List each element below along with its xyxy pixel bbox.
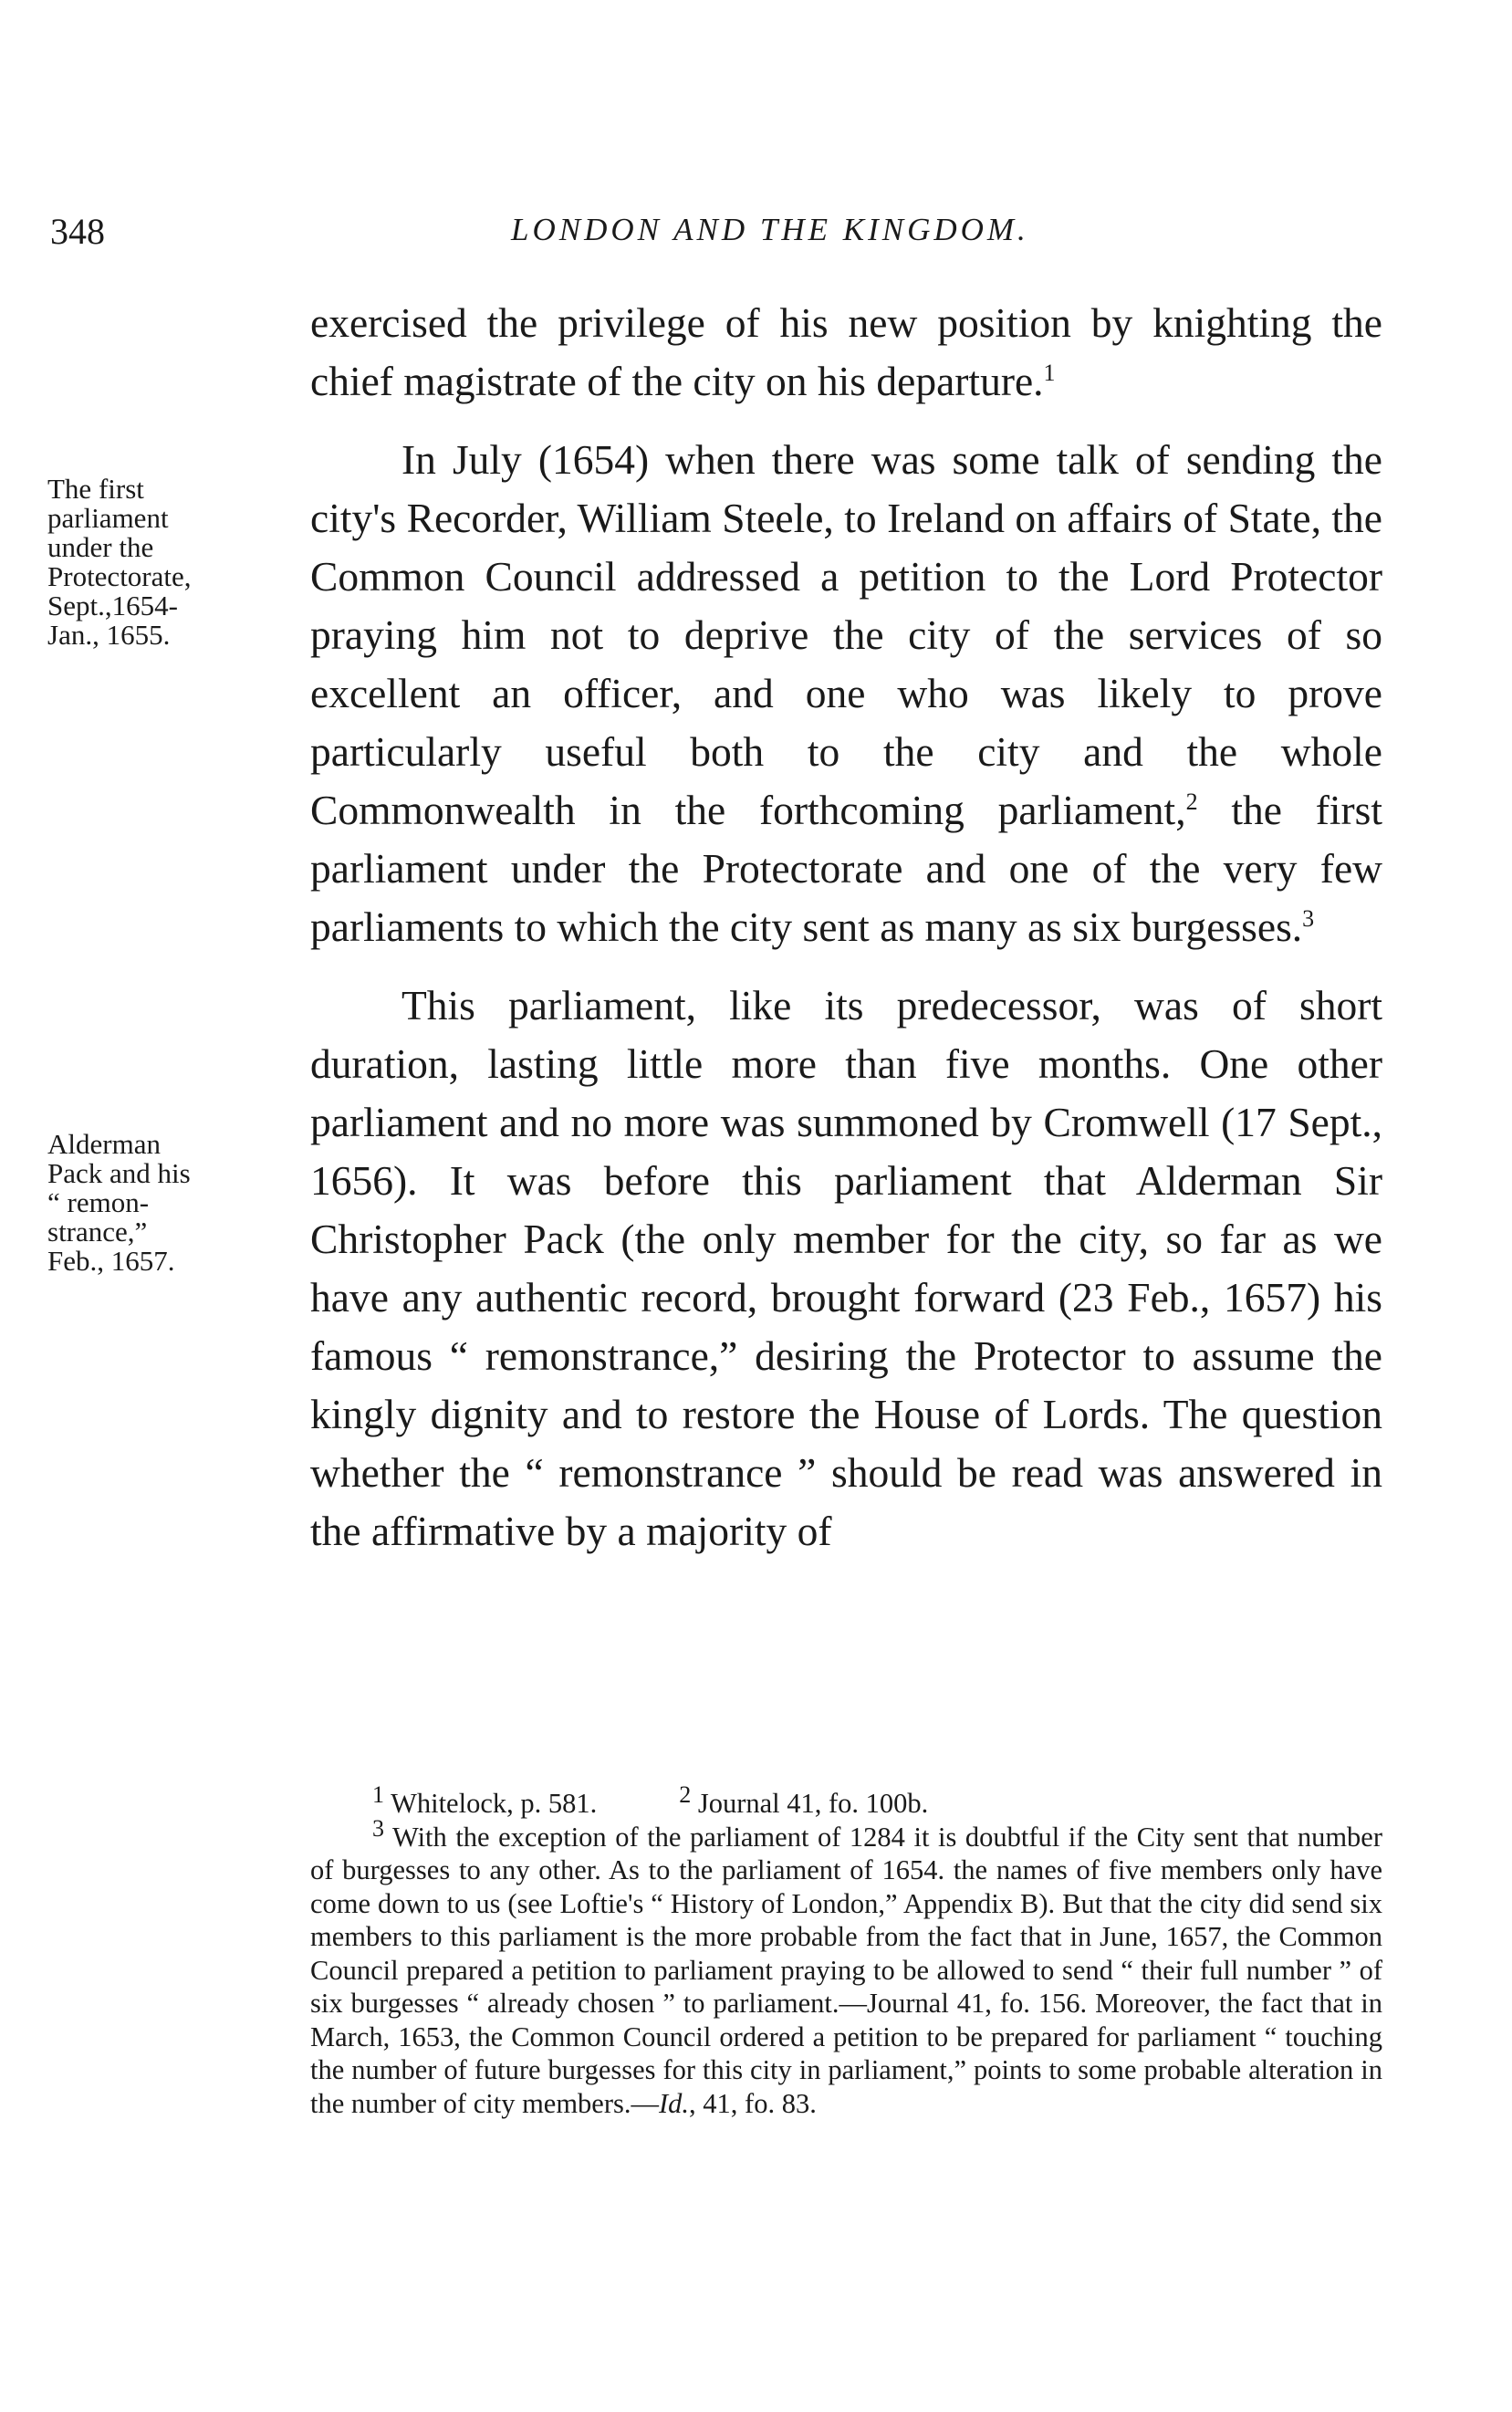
margin-note-alderman-pack [47,1130,294,1276]
footnote-mark: 2 [679,1780,692,1808]
margin-note-line: Sept.,1654- [47,590,178,621]
paragraph-text: the first parliament under the Protectorate and one of the very few parliaments to which the city sent as many as six burgesses. [310,787,1382,950]
footnote-mark: 3 [372,1814,384,1842]
footnote-text: With the exception of the parliament of 1284 it is doubtful if the City sent that number of burgesses to any other. As to the parliament of 1654. the names of five members only have come down to us (see Loftie's “ History of London,” Appendix B). But that the city did send six members to this parliament is the more probable from the fact that in June, 1657, the Common Council prepared a petition to parliament praying to be allowed to send “ their full number ” of six burgesses “ already chosen ” to parliament.—Journal 41, fo. 156. Moreover, the fact that in March, 1653, the Common Council ordered a petition to be prepared for parliament “ touching the number of future burgesses for this city in parliament,” points to some probable alteration in the number of city members.— [310,1821,1382,2119]
footnote-ref-2[interactable]: 2 [1185,788,1198,815]
footnote-text: Journal 41, fo. 100b. [691,1788,929,1819]
page-number: 348 [50,211,105,252]
footnotes [310,1780,1382,2120]
margin-note-first-parliament [47,475,294,650]
paragraph-parliament [310,976,1382,1561]
margin-note-line: Feb., 1657. [47,1245,175,1277]
margin-note-line: strance,” [47,1216,148,1248]
footnote-3 [310,1814,1382,2121]
margin-note-line: Jan., 1655. [47,619,171,651]
main-text [310,294,1382,1561]
paragraph-text: This parliament, like its predecessor, was of short duration, lasting little more than five months. One other parliament and no more was summoned by Cromwell (17 Sept., 1656). It was before this parliament that Alderman Sir Christopher Pack (the only member for the city, so far as we have any authentic record, brought forward (23 Feb., 1657) his famous “ remonstrance,” desiring the Protector to assume the kingly dignity and to restore the House of Lords. The question whether the “ remonstrance ” should be read was answered in the affirmative by a majority of [310,982,1382,1554]
margin-note-line: parliament [47,502,169,534]
paragraph-text: In July (1654) when there was some talk of sending the city's Recorder, William Steele, to Ireland on affairs of State, the Common Council addressed a petition to the Lord Protector praying him not to deprive the city of the services of so excellent an officer, and one who was likely to prove particularly useful both to the city and the whole Commonwealth in the forthcoming parliament, [310,436,1382,833]
margin-note-line: Alderman [47,1128,161,1160]
margin-note-line: Protectorate, [47,560,192,592]
paragraph-text: exercised the privilege of his new position by knighting the chief magistrate of the city on his departure. [310,299,1382,404]
margin-note-line: Pack and his [47,1157,191,1189]
margin-note-line: The first [47,473,144,505]
footnote-ref-1[interactable]: 1 [1043,359,1056,386]
paragraph-continuation [310,294,1382,411]
footnote-2 [679,1780,929,1819]
running-title: LONDON AND THE KINGDOM. [511,212,1029,247]
paragraph-recorder [310,431,1382,956]
footnote-text: Whitelock, p. 581. [384,1788,598,1819]
footnote-citation: Id. [659,2087,690,2119]
footnote-1 [372,1780,598,1819]
footnote-mark: 1 [372,1780,384,1808]
margin-note-line: under the [47,531,154,563]
footnotes-1-2 [310,1780,1382,1821]
footnote-text: , 41, fo. 83. [689,2087,817,2119]
footnote-ref-3[interactable]: 3 [1302,904,1315,932]
margin-note-line: “ remon- [47,1186,150,1218]
